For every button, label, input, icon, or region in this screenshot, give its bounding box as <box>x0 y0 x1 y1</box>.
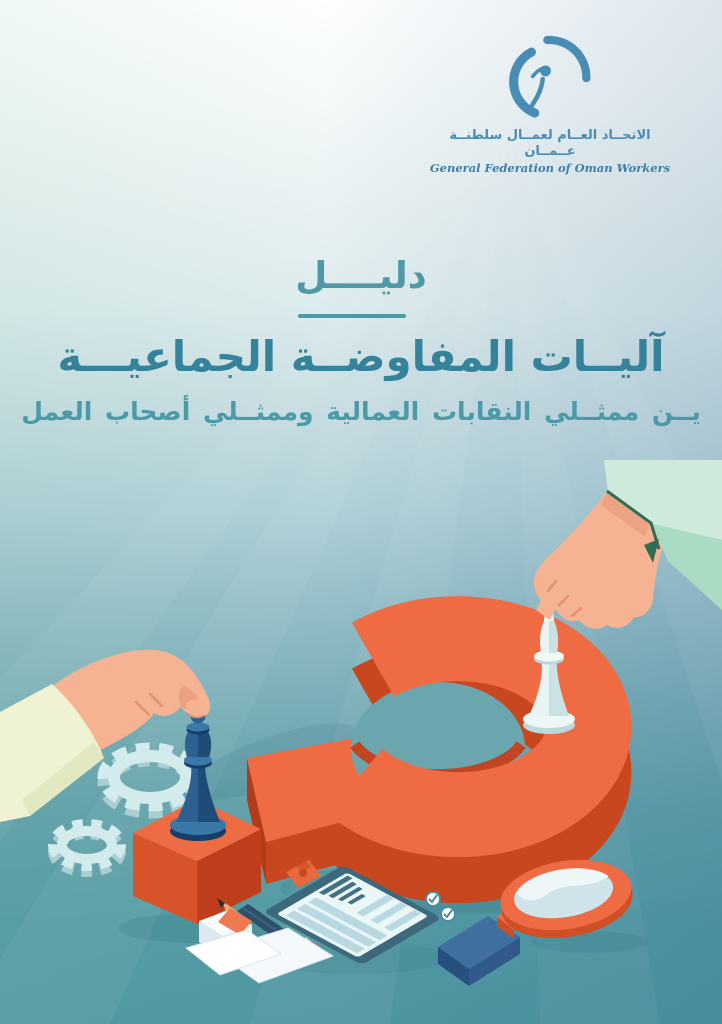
page-title: آليــات المفاوضــة الجماعيـــة <box>57 332 665 381</box>
kicker-underline <box>298 314 406 318</box>
question-mark-3d-icon <box>247 639 589 884</box>
logo-name-arabic: الاتحــاد العــام لعمــال سلطنــة عــمــان <box>449 128 651 160</box>
federation-logo-icon <box>500 34 600 126</box>
logo <box>428 34 672 175</box>
logo-name-english: General Federation of Oman Workers <box>429 160 671 175</box>
kicker-guide-label: دليــــل <box>295 254 427 297</box>
page-subtitle: يــن ممثــلي النقابات العمالية وممثــلي أصحاب العمل <box>21 397 701 426</box>
